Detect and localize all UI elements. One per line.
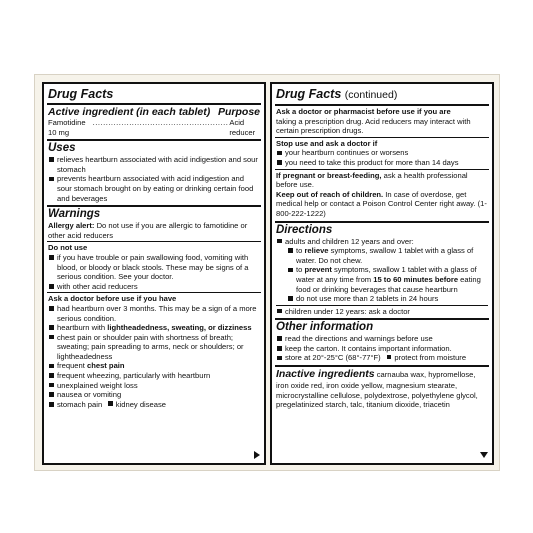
list-item: relieves heartburn associated with acid indigestion and sour stomach (48, 155, 260, 174)
list-item: you need to take this product for more than 14 days (276, 158, 488, 168)
list-item: store at 20°-25°C (68°-77°F) protect from moisture (276, 353, 488, 363)
ask-doctor-list (48, 304, 260, 410)
stop-use-list (276, 148, 488, 167)
list-item: frequent wheezing, particularly with heartburn (48, 371, 260, 381)
ask-pharmacist-heading: Ask a doctor or pharmacist before use if you are (276, 107, 451, 116)
drug-facts-panel-right (270, 82, 494, 465)
other-information-list (276, 334, 488, 363)
pregnant-text: ask a health professional before use. (276, 170, 468, 190)
list-item: do not use more than 2 tablets in 24 hours (276, 294, 488, 304)
purpose-heading: Purpose (217, 106, 260, 118)
drug-facts-continued-title: Drug Facts (276, 87, 342, 101)
list-item: unexplained weight loss (48, 381, 260, 391)
list-item: read the directions and warnings before use (276, 334, 488, 344)
warnings-heading: Warnings (48, 208, 101, 221)
list-item: your heartburn continues or worsens (276, 148, 488, 158)
inactive-ingredients-text: carnauba wax, hypromellose, iron oxide red, iron oxide yellow, magnesium stearate, microcrystalline cellulose, polydextrose, polyethylene glycol, pregelatinized starch, talc, titanium dioxide, triacetin (276, 370, 478, 410)
pregnant-label: If pregnant or breast-feeding, (276, 170, 382, 180)
label-sheet (34, 74, 500, 471)
list-item: adults and children 12 years and over: (276, 237, 488, 247)
list-item: nausea or vomiting (48, 390, 260, 400)
keep-out-label: Keep out of reach of children. (276, 189, 384, 199)
list-item: chest pain or shoulder pain with shortness of breath; sweating; pain spreading to arms, neck or shoulders; or lightheadedness (48, 333, 260, 362)
end-arrow-icon (480, 452, 488, 458)
active-ingredient-heading: Active ingredient (in each tablet) (48, 106, 211, 118)
allergy-alert-text: Do not use if you are allergic to famotidine or other acid reducers (48, 221, 248, 240)
ask-doctor-heading: Ask a doctor before use if you have (48, 294, 177, 304)
list-item: to prevent symptoms, swallow 1 tablet with a glass of water at any time from 15 to 60 minutes before eating food or drinking beverages that cause heartburn (276, 265, 488, 294)
do-not-use-list (48, 253, 260, 291)
list-item: heartburn with lightheadedness, sweating, or dizziness (48, 323, 260, 333)
continued-label: (continued) (344, 89, 398, 101)
list-item: if you have trouble or pain swallowing food, vomiting with blood, or bloody or black stools. These may be signs of a serious condition. See your doctor. (48, 253, 260, 282)
list-item: prevents heartburn associated with acid indigestion and sour stomach brought on by eating or drinking certain food and beverages (48, 174, 260, 203)
list-item: stomach pain kidney disease (48, 400, 260, 410)
drug-facts-title: Drug Facts (48, 87, 114, 101)
directions-list (276, 237, 488, 304)
directions-heading: Directions (276, 223, 333, 236)
list-item: to relieve symptoms, swallow 1 tablet with a glass of water. Do not chew. (276, 246, 488, 265)
list-item: children under 12 years: ask a doctor (276, 307, 488, 317)
allergy-alert-label: Allergy alert: (48, 221, 95, 231)
uses-heading: Uses (48, 142, 76, 155)
list-item: had heartburn over 3 months. This may be a sign of a more serious condition. (48, 304, 260, 323)
inactive-ingredients-heading: Inactive ingredients (276, 368, 375, 381)
stop-use-heading: Stop use and ask a doctor if (276, 138, 378, 148)
keep-out-text: In case of overdose, get medical help or contact a Poison Control Center right away. (1-800-222-1222) (276, 189, 487, 218)
do-not-use-heading: Do not use (48, 243, 88, 253)
drug-facts-panel-left: Drug Facts Active ingredient (in each tablet) Purpose Famotidine 10 mg .................................................... Acid reducer Uses relieves heartburn associated with acid indigestion and sour stomach prevents heartburn associated with acid indigestion and sour stomach brought on by eating or drinking certain food and beverages Warnings Allergy alert: Do not use if you are allergic to famotidine or other acid reducers Do not use if you have trouble or pain swallowing food, vomiting with blood, or bloody or black stools. These may be signs of a serious condition. See your doctor. with other acid reducers Ask a doctor before use if you have had heartburn over 3 months. This may be a sign of a more serious condition. heartburn with lightheadedness, sweating, or dizziness chest pain or shoulder pain with shortness of breath; sweating; pain spreading to arms, neck or shoulders; or lightheadedness frequent chest pain frequent wheezing, particularly with heartburn unexplained weight loss nausea or vomiting stomach pain kidney disease (42, 82, 266, 465)
uses-list (48, 155, 260, 203)
list-item: frequent chest pain (48, 361, 260, 371)
purpose: Acid reducer (229, 118, 256, 137)
continue-arrow-icon (254, 451, 260, 459)
list-item: with other acid reducers (48, 282, 260, 292)
other-information-heading: Other information (276, 321, 374, 334)
list-item: keep the carton. It contains important information. (276, 344, 488, 354)
ask-pharmacist-text: taking a prescription drug. Acid reducers may interact with certain prescription drugs. (276, 116, 471, 136)
active-ingredient: Famotidine 10 mg (48, 118, 86, 137)
